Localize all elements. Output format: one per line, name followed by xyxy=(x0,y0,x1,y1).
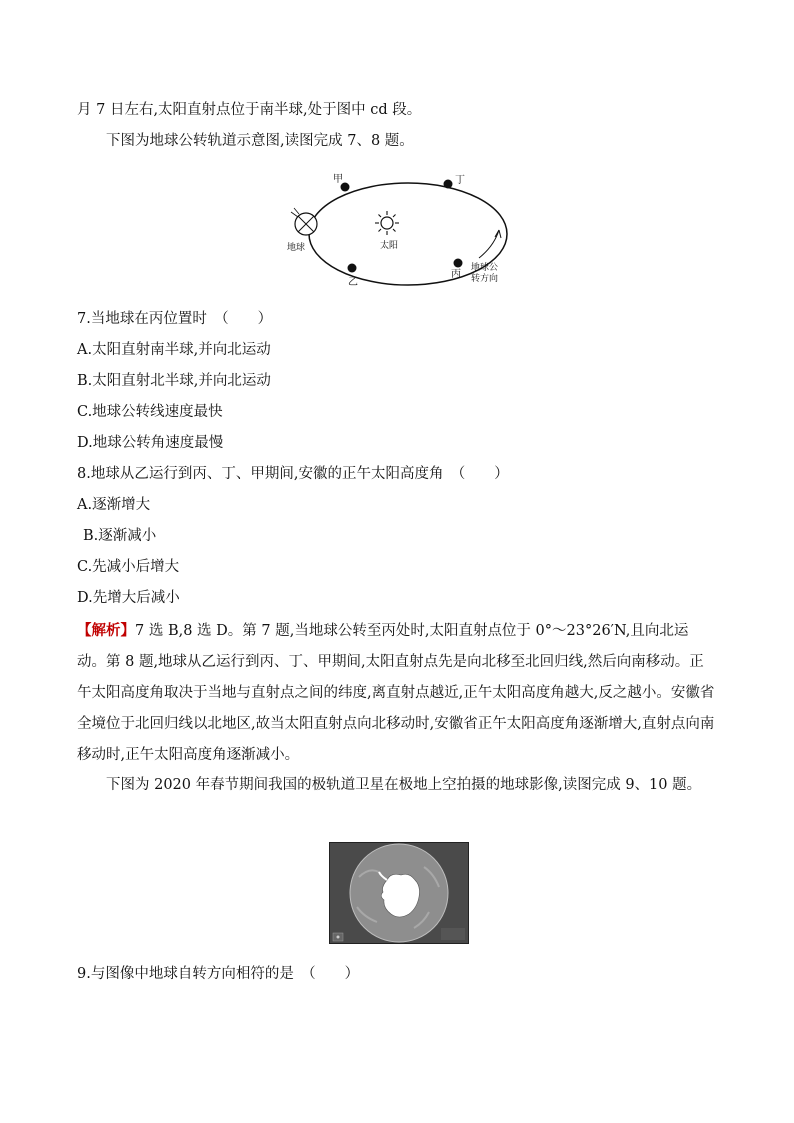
analysis-tag: 【解析】 xyxy=(77,622,135,639)
question-7-option-b: B.太阳直射北半球,并向北运动 xyxy=(77,373,271,389)
analysis-paragraph xyxy=(77,615,717,771)
question-9-stem: 9.与图像中地球自转方向相符的是 （ ） xyxy=(77,966,360,982)
position-yi-dot xyxy=(348,264,357,273)
question-7-option-c: C.地球公转线速度最快 xyxy=(77,404,223,420)
figure-2-caption: 下图为 2020 年春节期间我国的极轨道卫星在极地上空拍摄的地球影像,读图完成 9、10 题。 xyxy=(106,777,702,793)
label-direction-2: 转方向 xyxy=(471,274,499,284)
label-sun: 太阳 xyxy=(380,241,399,251)
earth-icon xyxy=(291,208,317,235)
question-8-option-d: D.先增大后减小 xyxy=(77,590,180,606)
rotation-direction-arrow-icon xyxy=(479,230,499,258)
question-8-option-a: A.逐渐增大 xyxy=(77,497,151,513)
question-7-stem: 7.当地球在丙位置时 （ ） xyxy=(77,311,273,327)
question-8-option-b: B.逐渐减小 xyxy=(83,528,157,544)
label-jia: 甲 xyxy=(333,174,343,185)
label-direction-1: 地球公 xyxy=(471,263,499,273)
question-8-option-c: C.先减小后增大 xyxy=(77,559,180,575)
label-yi: 乙 xyxy=(348,277,358,288)
sun-icon xyxy=(375,211,399,235)
satellite-earth-image xyxy=(329,842,469,944)
question-8-stem: 8.地球从乙运行到丙、丁、甲期间,安徽的正午太阳高度角 （ ） xyxy=(77,466,509,482)
label-ding: 丁 xyxy=(455,175,465,186)
analysis-text: 7 选 B,8 选 D。第 7 题,当地球公转至丙处时,太阳直射点位于 0°～23°26′N,且向北运动。第 8 题,地球从乙运行到丙、丁、甲期间,太阳直射点先是向北移至北回归线,然后向南移动。正午太阳高度角取决于当地与直射点之间的纬度,离直射点越近,正午太阳高度角越大,反之越小。安徽省全境位于北回归线以北地区,故当太阳直射点向北移动时,安徽省正午太阳高度角逐渐增大,直射点向南移动时,正午太阳高度角逐渐减小。 xyxy=(77,623,715,763)
position-bing-dot xyxy=(454,259,463,268)
question-7-option-d: D.地球公转角速度最慢 xyxy=(77,435,224,451)
intro-line: 月 7 日左右,太阳直射点位于南半球,处于图中 cd 段。 xyxy=(77,102,422,118)
orbit-diagram xyxy=(280,168,520,292)
question-7-option-a: A.太阳直射南半球,并向北运动 xyxy=(77,342,271,358)
label-bing: 丙 xyxy=(451,269,461,280)
label-earth: 地球 xyxy=(287,243,306,253)
position-ding-dot xyxy=(444,180,453,189)
figure-1-caption: 下图为地球公转轨道示意图,读图完成 7、8 题。 xyxy=(106,133,414,149)
